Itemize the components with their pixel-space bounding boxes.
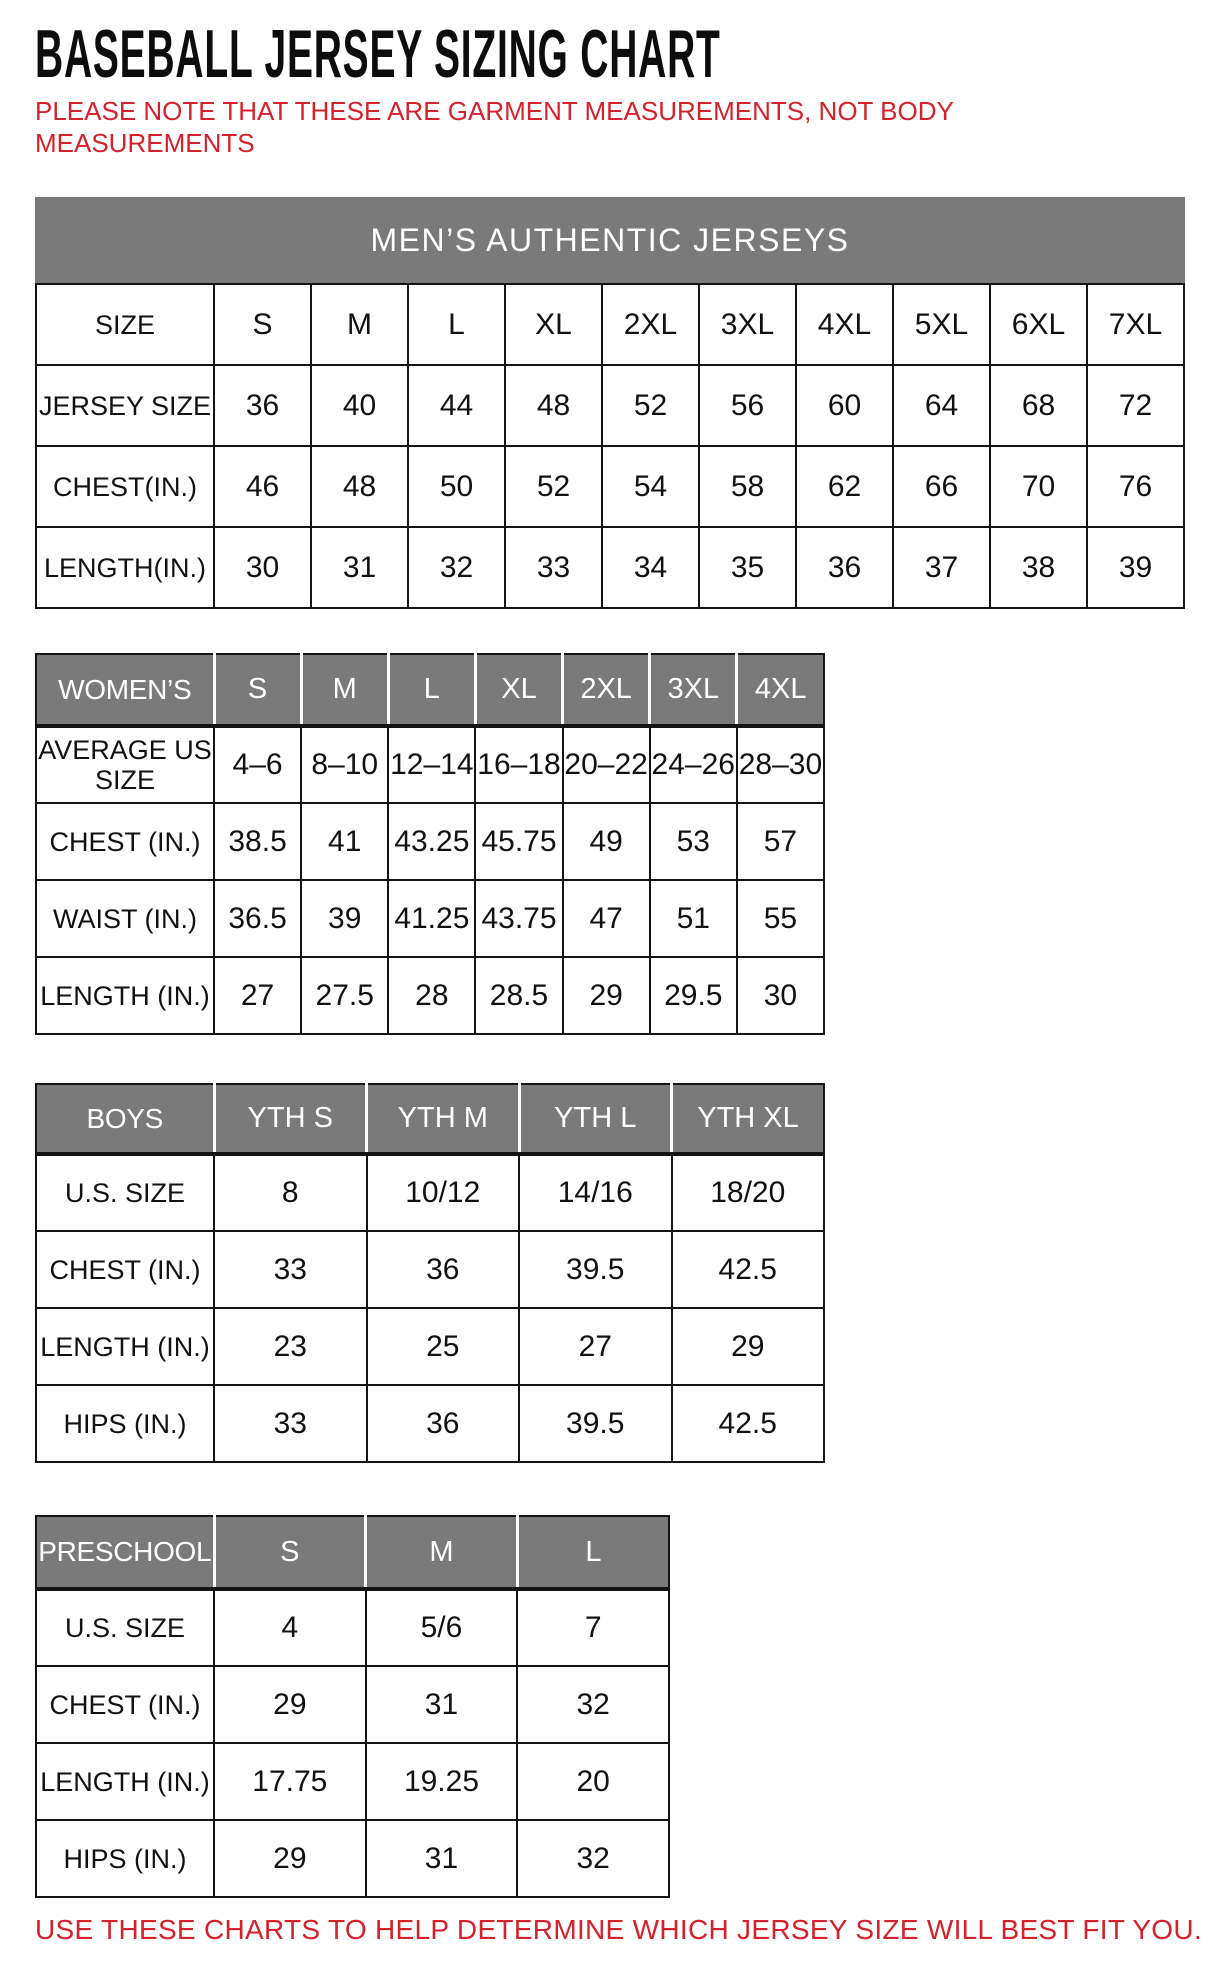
cell-value: 53 <box>650 803 737 880</box>
note-line-2: MEASUREMENTS <box>35 127 255 158</box>
cell-value: 31 <box>366 1820 518 1897</box>
cell-value: 52 <box>602 365 699 446</box>
cell-value: 66 <box>893 446 990 527</box>
cell-value: 60 <box>796 365 893 446</box>
cell-value: 55 <box>737 880 824 957</box>
cell-value: 5/6 <box>366 1589 518 1666</box>
cell-value: 68 <box>990 365 1087 446</box>
preschool-column-header-m: M <box>366 1516 518 1589</box>
row-label: CHEST (IN.) <box>36 1231 214 1308</box>
cell-value: 30 <box>214 527 311 608</box>
cell-value: 42.5 <box>672 1385 825 1462</box>
cell-value: 54 <box>602 446 699 527</box>
row-label: U.S. SIZE <box>36 1154 214 1231</box>
cell-value: 18/20 <box>672 1154 825 1231</box>
preschool-header-label: PRESCHOOL <box>36 1516 214 1589</box>
cell-value: 4–6 <box>214 726 301 803</box>
row-label: AVERAGE US SIZE <box>36 726 214 803</box>
cell-value: 6XL <box>990 284 1087 365</box>
mens-table-banner: MEN’S AUTHENTIC JERSEYS <box>35 197 1185 283</box>
womens-row-chest-in <box>36 803 824 880</box>
womens-column-header-4xl: 4XL <box>737 654 824 726</box>
cell-value: 38 <box>990 527 1087 608</box>
cell-value: 28 <box>388 957 475 1034</box>
cell-value: 36 <box>214 365 311 446</box>
cell-value: 56 <box>699 365 796 446</box>
boys-column-header-yth-l: YTH L <box>519 1084 672 1154</box>
cell-value: 35 <box>699 527 796 608</box>
row-label: CHEST (IN.) <box>36 803 214 880</box>
cell-value: 36 <box>367 1231 520 1308</box>
row-label: JERSEY SIZE <box>36 365 214 446</box>
cell-value: 17.75 <box>214 1743 366 1820</box>
cell-value: 64 <box>893 365 990 446</box>
womens-header-label: WOMEN’S <box>36 654 214 726</box>
womens-table-grid <box>35 653 825 1035</box>
cell-value: 49 <box>563 803 650 880</box>
cell-value: 76 <box>1087 446 1184 527</box>
boys-row-hips-in <box>36 1385 824 1462</box>
cell-value: 30 <box>737 957 824 1034</box>
cell-value: 46 <box>214 446 311 527</box>
cell-value: 34 <box>602 527 699 608</box>
mens-row-length-in <box>36 527 1184 608</box>
cell-value: 29 <box>672 1308 825 1385</box>
boys-header-label: BOYS <box>36 1084 214 1154</box>
cell-value: 25 <box>367 1308 520 1385</box>
cell-value: 36.5 <box>214 880 301 957</box>
cell-value: 51 <box>650 880 737 957</box>
cell-value: 28–30 <box>737 726 824 803</box>
cell-value: 48 <box>505 365 602 446</box>
footer-text: USE THESE CHARTS TO HELP DETERMINE WHICH JERSEY SIZE WILL BEST FIT YOU. <box>35 1914 1202 1946</box>
sizing-tables-container <box>35 197 1185 1898</box>
cell-value: 27 <box>519 1308 672 1385</box>
cell-value: 8–10 <box>301 726 388 803</box>
cell-value: 20–22 <box>563 726 650 803</box>
row-label: U.S. SIZE <box>36 1589 214 1666</box>
cell-value: 12–14 <box>388 726 475 803</box>
mens-row-chest-in <box>36 446 1184 527</box>
womens-column-header-l: L <box>388 654 475 726</box>
cell-value: 28.5 <box>475 957 562 1034</box>
boys-row-chest-in <box>36 1231 824 1308</box>
cell-value: 42.5 <box>672 1231 825 1308</box>
cell-value: 33 <box>214 1385 367 1462</box>
cell-value: 2XL <box>602 284 699 365</box>
cell-value: 5XL <box>893 284 990 365</box>
womens-column-header-2xl: 2XL <box>563 654 650 726</box>
boys-row-u-s-size <box>36 1154 824 1231</box>
womens-row-average-us-size <box>36 726 824 803</box>
cell-value: 36 <box>796 527 893 608</box>
page-title-wrap <box>35 16 1185 92</box>
page-title: BASEBALL JERSEY SIZING CHART <box>35 16 721 92</box>
womens-column-header-xl: XL <box>475 654 562 726</box>
cell-value: 50 <box>408 446 505 527</box>
row-label: LENGTH (IN.) <box>36 1308 214 1385</box>
cell-value: 31 <box>366 1666 518 1743</box>
cell-value: 8 <box>214 1154 367 1231</box>
cell-value: 31 <box>311 527 408 608</box>
cell-value: 7 <box>517 1589 669 1666</box>
cell-value: 29.5 <box>650 957 737 1034</box>
cell-value: 19.25 <box>366 1743 518 1820</box>
boys-column-header-yth-xl: YTH XL <box>672 1084 825 1154</box>
cell-value: 32 <box>517 1666 669 1743</box>
row-label: WAIST (IN.) <box>36 880 214 957</box>
cell-value: 45.75 <box>475 803 562 880</box>
row-label: LENGTH(IN.) <box>36 527 214 608</box>
cell-value: S <box>214 284 311 365</box>
cell-value: 10/12 <box>367 1154 520 1231</box>
cell-value: 16–18 <box>475 726 562 803</box>
boys-table-grid <box>35 1083 825 1463</box>
cell-value: 32 <box>517 1820 669 1897</box>
preschool-column-header-l: L <box>517 1516 669 1589</box>
cell-value: 7XL <box>1087 284 1184 365</box>
womens-header-row <box>36 654 824 726</box>
cell-value: 24–26 <box>650 726 737 803</box>
mens-table-grid <box>35 283 1185 609</box>
cell-value: 38.5 <box>214 803 301 880</box>
cell-value: 20 <box>517 1743 669 1820</box>
preschool-row-hips-in <box>36 1820 669 1897</box>
row-label: LENGTH (IN.) <box>36 957 214 1034</box>
boys-column-header-yth-s: YTH S <box>214 1084 367 1154</box>
cell-value: 29 <box>214 1820 366 1897</box>
cell-value: 39.5 <box>519 1231 672 1308</box>
cell-value: 3XL <box>699 284 796 365</box>
cell-value: 23 <box>214 1308 367 1385</box>
cell-value: 52 <box>505 446 602 527</box>
boys-column-header-yth-m: YTH M <box>367 1084 520 1154</box>
cell-value: 72 <box>1087 365 1184 446</box>
cell-value: 40 <box>311 365 408 446</box>
cell-value: 29 <box>214 1666 366 1743</box>
cell-value: 39 <box>301 880 388 957</box>
cell-value: 43.75 <box>475 880 562 957</box>
cell-value: 36 <box>367 1385 520 1462</box>
cell-value: 4 <box>214 1589 366 1666</box>
preschool-row-chest-in <box>36 1666 669 1743</box>
womens-column-header-s: S <box>214 654 301 726</box>
cell-value: 32 <box>408 527 505 608</box>
row-label: CHEST (IN.) <box>36 1666 214 1743</box>
cell-value: 33 <box>505 527 602 608</box>
boys-sizing-table <box>35 1083 1185 1463</box>
preschool-row-u-s-size <box>36 1589 669 1666</box>
row-label: LENGTH (IN.) <box>36 1743 214 1820</box>
boys-row-length-in <box>36 1308 824 1385</box>
cell-value: 44 <box>408 365 505 446</box>
cell-value: 4XL <box>796 284 893 365</box>
womens-column-header-3xl: 3XL <box>650 654 737 726</box>
cell-value: 41 <box>301 803 388 880</box>
cell-value: 37 <box>893 527 990 608</box>
row-label: HIPS (IN.) <box>36 1385 214 1462</box>
cell-value: 39 <box>1087 527 1184 608</box>
preschool-column-header-s: S <box>214 1516 366 1589</box>
row-label: CHEST(IN.) <box>36 446 214 527</box>
preschool-table-grid <box>35 1515 670 1898</box>
cell-value: 39.5 <box>519 1385 672 1462</box>
cell-value: 70 <box>990 446 1087 527</box>
cell-value: 33 <box>214 1231 367 1308</box>
cell-value: M <box>311 284 408 365</box>
womens-row-length-in <box>36 957 824 1034</box>
cell-value: 48 <box>311 446 408 527</box>
cell-value: 27.5 <box>301 957 388 1034</box>
preschool-sizing-table <box>35 1515 1185 1898</box>
mens-row-size <box>36 284 1184 365</box>
cell-value: 14/16 <box>519 1154 672 1231</box>
womens-sizing-table <box>35 653 1185 1035</box>
mens-sizing-table <box>35 197 1185 609</box>
cell-value: 47 <box>563 880 650 957</box>
preschool-row-length-in <box>36 1743 669 1820</box>
boys-header-row <box>36 1084 824 1154</box>
cell-value: XL <box>505 284 602 365</box>
cell-value: L <box>408 284 505 365</box>
note-line-1: PLEASE NOTE THAT THESE ARE GARMENT MEASUREMENTS, NOT BODY <box>35 96 954 126</box>
cell-value: 57 <box>737 803 824 880</box>
cell-value: 29 <box>563 957 650 1034</box>
garment-measurement-note <box>35 96 1185 159</box>
womens-column-header-m: M <box>301 654 388 726</box>
mens-row-jersey-size <box>36 365 1184 446</box>
cell-value: 43.25 <box>388 803 475 880</box>
cell-value: 41.25 <box>388 880 475 957</box>
womens-row-waist-in <box>36 880 824 957</box>
cell-value: 27 <box>214 957 301 1034</box>
cell-value: 62 <box>796 446 893 527</box>
preschool-header-row <box>36 1516 669 1589</box>
row-label: SIZE <box>36 284 214 365</box>
cell-value: 58 <box>699 446 796 527</box>
row-label: HIPS (IN.) <box>36 1820 214 1897</box>
